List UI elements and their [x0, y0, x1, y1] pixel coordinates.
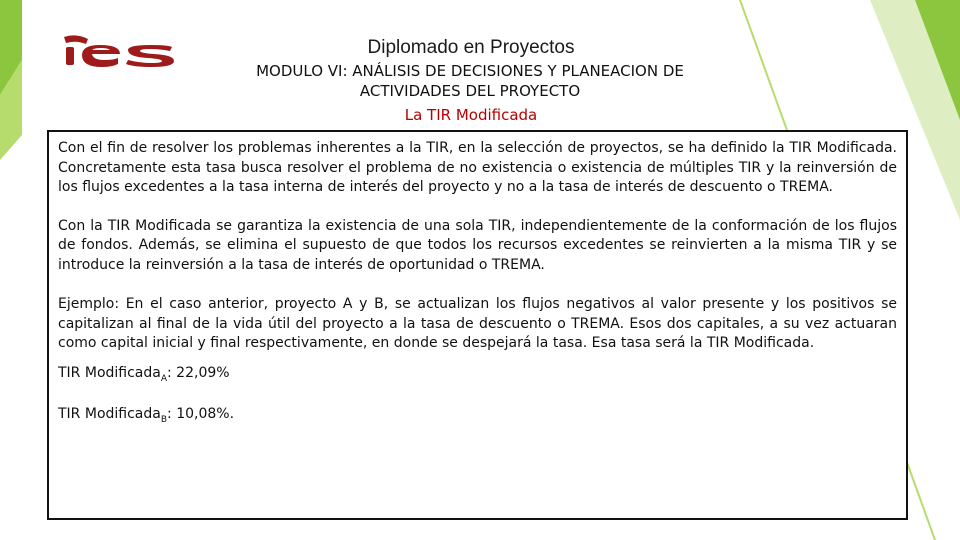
content-box — [47, 130, 908, 520]
logo-e — [82, 45, 120, 67]
paragraph-example: Ejemplo: En el caso anterior, proyecto A y B, se actualizan los flujos negativos al valor presente y los positivos se capitalizan al final de la vida útil del proyecto a la tasa de descuento o TREMA. Esos dos capitales, a su vez actuaran como capital inicial y final respectivamente, en donde se despejará la tasa. Esa tasa será la TIR Modificada. — [58, 296, 897, 351]
page-title: Diplomado en Proyectos — [367, 37, 575, 58]
logo-i-stem — [66, 47, 74, 65]
result-b-label: TIR Modificada — [58, 405, 161, 422]
subtitle-line-2: ACTIVIDADES DEL PROYECTO — [359, 82, 581, 100]
ies-logo — [62, 33, 186, 67]
logo-s — [126, 45, 174, 67]
result-a-value: : 22,09% — [167, 364, 230, 381]
result-b-subscript: B — [160, 414, 168, 425]
result-tir-a — [58, 364, 897, 389]
result-a-subscript: A — [160, 373, 168, 384]
result-a-label: TIR Modificada — [58, 364, 161, 381]
result-tir-b — [58, 405, 897, 430]
subtitle-line-1: MODULO VI: ANÁLISIS DE DECISIONES Y PLANEACION DE — [256, 62, 684, 80]
paragraph-definition: Con el fin de resolver los problemas inherentes a la TIR, en la selección de proyectos, se ha definido la TIR Modificada. Concretamente esta tasa busca resolver el problema de no existencia o existencia de múltiples TIR y la reinversión de los flujos excedentes a la tasa interna de interés del proyecto y no a la tasa de interés de descuento o TREMA. — [58, 140, 897, 195]
logo-swoosh — [64, 35, 88, 44]
module-subtitle — [200, 61, 740, 101]
section-heading: La TIR Modificada — [404, 106, 538, 124]
result-b-value: : 10,08%. — [167, 405, 235, 422]
paragraph-guarantee: Con la TIR Modificada se garantiza la existencia de una sola TIR, independientemente de la conformación de los flujos de fondos. Además, se elimina el supuesto de que todos los recursos excedentes se reinvierten a la misma TIR y se introduce la reinversión a la tasa de interés de oportunidad o TREMA. — [58, 217, 897, 273]
